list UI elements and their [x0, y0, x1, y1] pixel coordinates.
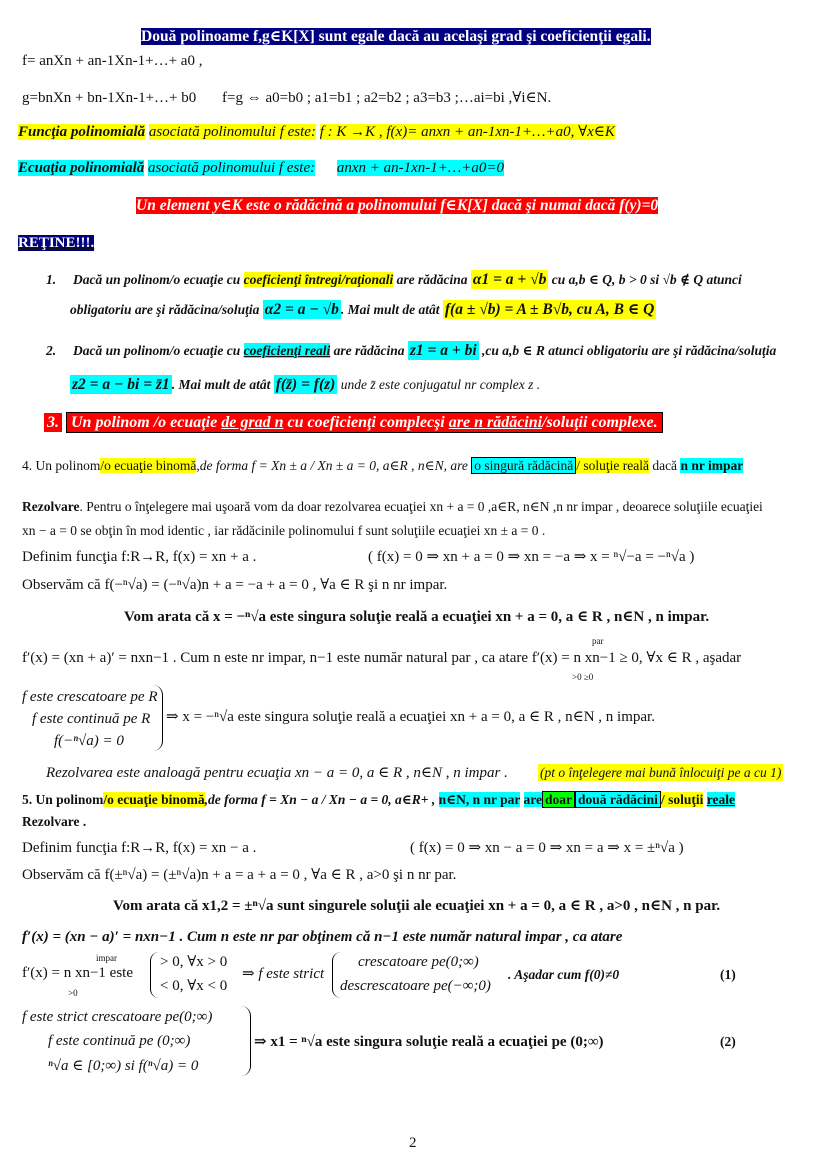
derivative-1: f′(x) = (xn + a)′ = nxn−1 . Cum n este nr impar, n−1 este număr natural par , ca atare f′(x) = n xn−1 ≥ 0, ∀x ∈ R , aşadar: [22, 650, 742, 666]
claim-2: Vom arata că x1,2 = ±ⁿ√a sunt singurele soluţii ale ecuaţiei xn + a = 0, a ∈ R , a>0 , n∈N , n par.: [113, 898, 721, 914]
derivative-2-conclusion: . Aşadar cum f(0)≠0: [508, 967, 620, 982]
derivative-2-case-positive: > 0, ∀x > 0: [160, 954, 228, 970]
derivative-2: f′(x) = (xn − a)′ = nxn−1 . Cum n este nr par obţinem că n−1 este număr natural impar , ca atare: [22, 929, 623, 945]
derivative-2-cases-brace: [150, 952, 159, 998]
solution-2-label: Rezolvare .: [22, 814, 87, 829]
solution-1-intro: Rezolvare. Pentru o înţelegere mai uşoară vom da doar rezolvarea ecuaţiei xn + a = 0 ,a∈R, n∈N ,n nr impar , deoarece soluţiile ecuaţiei: [22, 499, 763, 514]
define-function-1: Definim funcţia f:R→R, f(x) = xn + a .: [22, 549, 257, 565]
rule-1-line-2: obligatoriu are şi rădăcina/soluţia α2 = a − √b . Mai mult de atât f(a ± √b) = A ± B√b, cu A, B ∈ Q: [70, 301, 655, 318]
retine-heading: REŢINE!!!.: [18, 235, 95, 251]
equation-number-2: (2): [720, 1034, 736, 1049]
monotonic-decreasing: descrescatoare pe(−∞;0): [340, 978, 491, 994]
item-5-line: 5. Un polinom/o ecuaţie binomă,de forma f = Xn − a / Xn − a = 0, a∈R+ , n∈N, n nr par are doar două rădăcini / soluţii reale: [22, 792, 735, 807]
page-number: 2: [409, 1135, 417, 1151]
system-2-line-1: f este strict crescatoare pe(0;∞): [22, 1009, 213, 1025]
observation-2: Observăm că f(±ⁿ√a) = (±ⁿ√a)n + a = a + a = 0 , ∀a ∈ R , a>0 şi n nr par.: [22, 867, 457, 883]
f-definition: f= anXn + an-1Xn-1+…+ a0 ,: [22, 53, 203, 69]
rule-1-line-1: 1. Dacă un polinom/o ecuaţie cu coeficienţi întregi/raţionali are rădăcina α1 = a + √b cu a,b ∈ Q, b > 0 si √b ∉ Q atunci: [46, 271, 742, 288]
root-definition: Un element y∈K este o rădăcină a polinomului f∈K[X] dacă şi numai dacă f(y)=0: [136, 197, 659, 214]
page-title: Două polinoame f,g∈K[X] sunt egale dacă au acelaşi grad şi coeficienţii egali.: [141, 28, 651, 45]
analogous-note: Rezolvarea este analoagă pentru ecuaţia xn − a = 0, a ∈ R , n∈N , n impar .: [46, 765, 508, 781]
define-function-2-chain: ( f(x) = 0 ⇒ xn − a = 0 ⇒ xn = a ⇒ x = ±ⁿ√a ): [410, 840, 684, 856]
derivative-1-par-note: par: [592, 636, 604, 646]
fg-equality: f=g ⇔ a0=b0 ; a1=b1 ; a2=b2 ; a3=b3 ;…ai=bi ,∀i∈N.: [222, 90, 552, 106]
system-2-brace: [240, 1006, 251, 1076]
derivative-2-impar-note: impar: [96, 953, 117, 963]
rule-2-line-2: z2 = a − bi = z̄1 . Mai mult de atât f(z̄) = f(z) unde z̄ este conjugatul nr complex z .: [72, 376, 541, 393]
derivative-2-case-negative: < 0, ∀x < 0: [160, 978, 228, 994]
claim-1: Vom arata că x = −ⁿ√a este singura soluţie reală a ecuaţiei xn + a = 0, a ∈ R , n∈N , n impar.: [124, 609, 710, 625]
system-2-line-3: ⁿ√a ∈ [0;∞) si f(ⁿ√a) = 0: [48, 1058, 199, 1074]
system-1-line-1: f este crescatoare pe R: [22, 689, 158, 705]
system-1-line-2: f este continuă pe R: [32, 711, 151, 727]
monotonic-increasing: crescatoare pe(0;∞): [358, 954, 479, 970]
poly-equation-line: Ecuaţia polinomială asociată polinomului f este: anxn + an-1xn-1+…+a0=0: [18, 160, 504, 176]
equation-number-1: (1): [720, 967, 736, 982]
system-1-brace: [152, 685, 163, 751]
rule-2-line-1: 2. Dacă un polinom/o ecuaţie cu coeficienţi reali are rădăcina z1 = a + bi ,cu a,b ∈ R atunci obligatoriu are şi rădăcina/soluţia: [46, 342, 777, 359]
item-4-line: 4. Un polinom/o ecuaţie binomă,de forma f = Xn ± a / Xn ± a = 0, a∈R , n∈N, are o singură rădăcină / soluţie reală dacă n nr impar: [22, 458, 744, 473]
define-function-1-chain: ( f(x) = 0 ⇒ xn + a = 0 ⇒ xn = −a ⇒ x = ⁿ√−a = −ⁿ√a ): [368, 549, 695, 565]
derivative-2-implication: ⇒ f este strict: [242, 966, 325, 982]
derivative-2-sign-note: >0: [68, 988, 78, 998]
observation-1: Observăm că f(−ⁿ√a) = (−ⁿ√a)n + a = −a + a = 0 , ∀a ∈ R şi n nr impar.: [22, 577, 448, 593]
system-1-line-3: f(−ⁿ√a) = 0: [54, 733, 124, 749]
solution-1-intro-2: xn − a = 0 se obţin în mod identic , iar rădăcinile polinomului f sunt soluţiile ecuaţiei xn ± a = 0 .: [22, 523, 546, 538]
system-1-conclusion: ⇒ x = −ⁿ√a este singura soluţie reală a ecuaţiei xn + a = 0, a ∈ R , n∈N , n impar.: [166, 709, 655, 725]
hint-note: (pt o înţelegere mai bună înlocuiţi pe a cu 1): [540, 765, 782, 780]
system-2-line-2: f este continuă pe (0;∞): [48, 1033, 191, 1049]
rule-3: 3. Un polinom /o ecuaţie de grad n cu coeficienţi complecşi are n rădăcini/soluţii complexe.: [44, 414, 663, 432]
derivative-1-sign-note: >0 ≥0: [572, 672, 594, 682]
poly-function-line: Funcţia polinomială asociată polinomului f este: f : K →K , f(x)= anxn + an-1xn-1+…+a0, ∀x∈K: [18, 124, 615, 140]
derivative-2-lhs: f′(x) = n xn−1 este: [22, 965, 134, 981]
system-2-conclusion: ⇒ x1 = ⁿ√a este singura soluţie reală a ecuaţiei pe (0;∞): [254, 1034, 604, 1050]
define-function-2: Definim funcţia f:R→R, f(x) = xn − a .: [22, 840, 257, 856]
g-definition: g=bnXn + bn-1Xn-1+…+ b0: [22, 90, 197, 106]
